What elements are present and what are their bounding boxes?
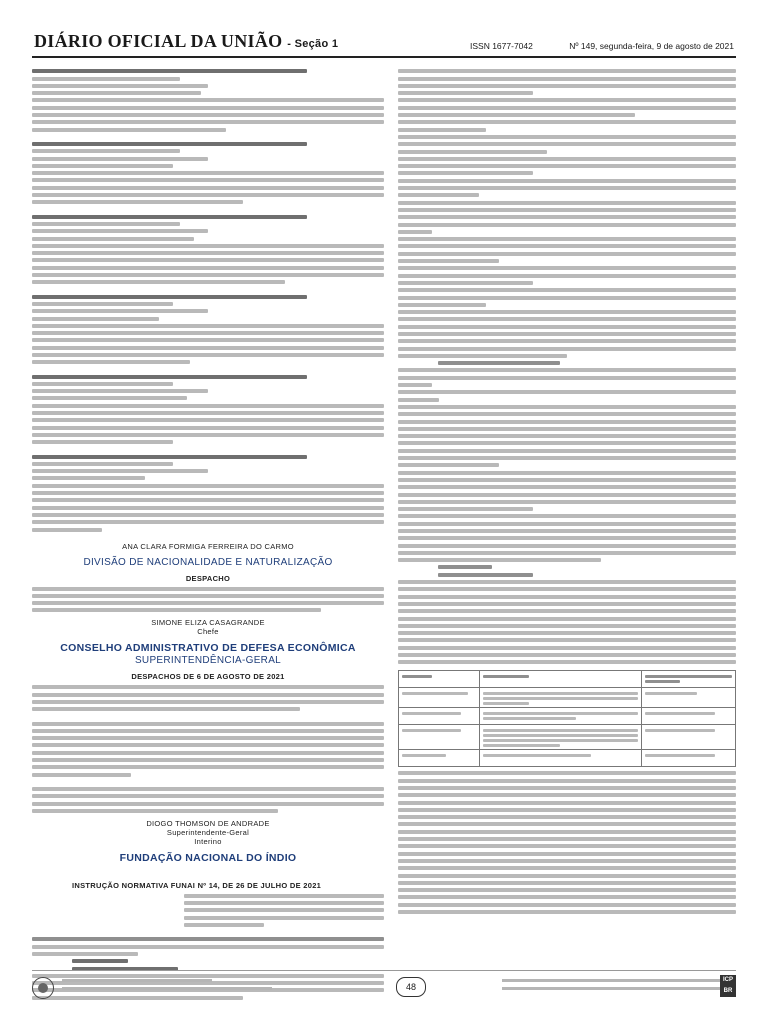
issue-info: Nº 149, segunda-feira, 9 de agosto de 2021 xyxy=(569,41,734,51)
paragraph xyxy=(32,787,384,813)
page-footer xyxy=(32,970,736,1003)
subheading: DESPACHOS DE 6 DE AGOSTO DE 2021 xyxy=(131,672,285,682)
paragraph xyxy=(32,722,384,777)
left-column xyxy=(32,66,384,1000)
paragraph xyxy=(398,771,736,914)
newspaper-title: DIÁRIO OFICIAL DA UNIÃO - Seção 1 xyxy=(34,31,339,51)
masthead xyxy=(32,31,736,58)
section-heading: SUPERINTENDÊNCIA-GERAL xyxy=(134,655,282,667)
signature-name: ANA CLARA FORMIGA FERREIRA DO CARMO xyxy=(122,541,294,551)
competencies-list xyxy=(398,368,736,562)
table-row xyxy=(399,708,736,725)
definitions-list xyxy=(398,135,736,358)
despacho-block xyxy=(32,455,384,532)
subheading: DESPACHO xyxy=(185,573,231,583)
table-row xyxy=(399,688,736,708)
organ-heading: CONSELHO ADMINISTRATIVO DE DEFESA ECONÔMICA xyxy=(60,642,356,655)
page-number: 48 xyxy=(396,977,426,997)
profiles-table xyxy=(398,670,736,767)
despacho-block xyxy=(32,215,384,285)
paragraph xyxy=(32,587,384,613)
table-row xyxy=(399,671,736,688)
chapter-heading xyxy=(398,361,736,365)
icp-brasil-icon: ICP BR xyxy=(720,975,736,997)
table-row xyxy=(399,750,736,767)
despacho-block xyxy=(32,69,384,131)
signature-role: Chefe xyxy=(197,627,219,637)
issn: ISSN 1677-7042 xyxy=(470,41,533,51)
despacho-block xyxy=(32,142,384,204)
despacho-block xyxy=(32,295,384,365)
signature-role: Interino xyxy=(194,836,222,846)
section-heading: DIVISÃO DE NACIONALIDADE E NATURALIZAÇÃO xyxy=(83,556,333,568)
right-column xyxy=(398,66,736,914)
paragraph xyxy=(398,69,736,131)
signature-name: DIOGO THOMSON DE ANDRADE xyxy=(146,818,270,828)
signature-name: SIMONE ELIZA CASAGRANDE xyxy=(151,618,265,628)
paragraph xyxy=(398,580,736,664)
coat-of-arms-icon xyxy=(32,977,54,999)
organ-heading: FUNDAÇÃO NACIONAL DO ÍNDIO xyxy=(119,851,297,864)
section-label: - Seção 1 xyxy=(287,38,339,50)
ementa xyxy=(184,894,384,927)
table-row xyxy=(399,725,736,750)
chapter-heading xyxy=(398,565,736,576)
document-title: INSTRUÇÃO NORMATIVA FUNAI Nº 14, DE 26 DE JULHO DE 2021 xyxy=(72,880,322,890)
despacho-block xyxy=(32,375,384,445)
signature-role: Superintendente-Geral xyxy=(166,827,250,837)
paragraph xyxy=(32,685,384,711)
